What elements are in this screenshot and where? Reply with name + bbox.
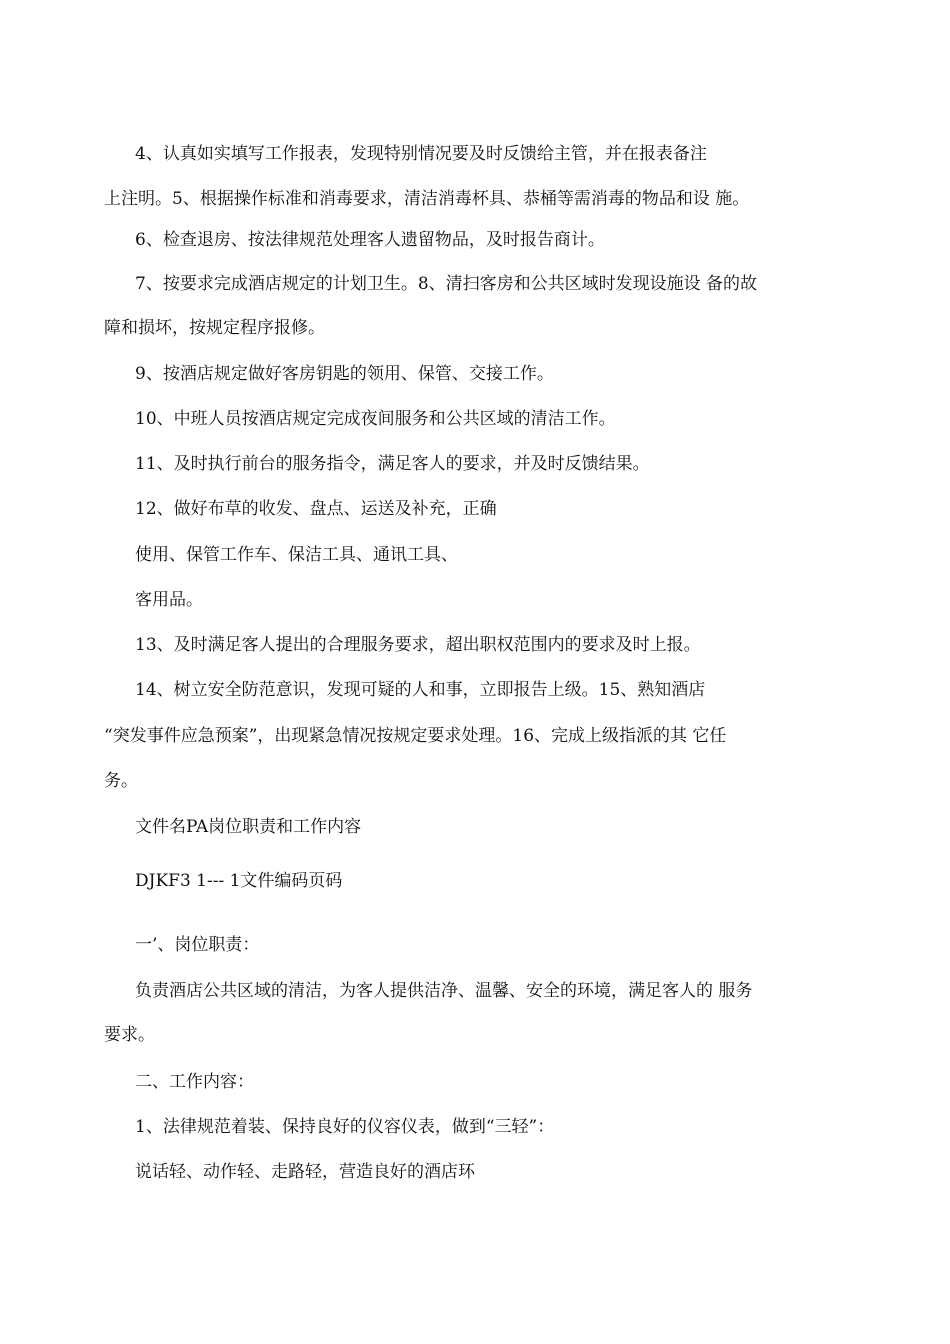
- text-line: 务。: [104, 771, 138, 791]
- section-heading-work: 二、工作内容：: [135, 1072, 254, 1092]
- text-line: 客用品。: [135, 590, 203, 610]
- text-line: 障和损坏，按规定程序报修。: [104, 318, 325, 338]
- text-line: 要求。: [104, 1025, 155, 1045]
- file-code-line: DJKF3 1--- 1文件编码页码: [135, 871, 343, 891]
- text-line: 9、按酒店规定做好客房钥匙的领用、保管、交接工作。: [135, 364, 554, 384]
- file-name-line: 文件名PA岗位职责和工作内容: [135, 817, 362, 837]
- text-line: 14、树立安全防范意识，发现可疑的人和事，立即报告上级。15、熟知酒店: [135, 680, 706, 700]
- text-line: 负责酒店公共区域的清洁，为客人提供洁净、温馨、安全的环境，满足客人的 服务: [135, 981, 753, 1001]
- text-line: 12、做好布草的收发、盘点、运送及补充，正确: [135, 499, 497, 519]
- text-line: 6、检查退房、按法律规范处理客人遗留物品，及时报告商计。: [135, 230, 605, 250]
- text-line: 1、法律规范着装、保持良好的仪容仪表，做到“三轻”：: [135, 1117, 555, 1137]
- text-line: 4、认真如实填写工作报表，发现特别情况要及时反馈给主管，并在报表备注: [135, 144, 707, 164]
- text-line: 使用、保管工作车、保洁工具、通讯工具、: [135, 545, 458, 565]
- text-line: 7、按要求完成酒店规定的计划卫生。8、清扫客房和公共区域时发现设施设 备的故: [135, 274, 758, 294]
- text-line: 10、中班人员按酒店规定完成夜间服务和公共区域的清洁工作。: [135, 409, 616, 429]
- text-line: “突发事件应急预案”，出现紧急情况按规定要求处理。16、完成上级指派的其 它任: [104, 726, 727, 746]
- text-line: 上注明。5、根据操作标准和消毒要求，清洁消毒杯具、恭桶等需消毒的物品和设 施。: [104, 189, 750, 209]
- text-line: 说话轻、动作轻、走路轻，营造良好的酒店环: [135, 1162, 475, 1182]
- text-line: 13、及时满足客人提出的合理服务要求，超出职权范围内的要求及时上报。: [135, 635, 701, 655]
- section-heading-duties: 一’、岗位职责：: [135, 935, 260, 955]
- text-line: 11、及时执行前台的服务指令，满足客人的要求，并及时反馈结果。: [135, 454, 650, 474]
